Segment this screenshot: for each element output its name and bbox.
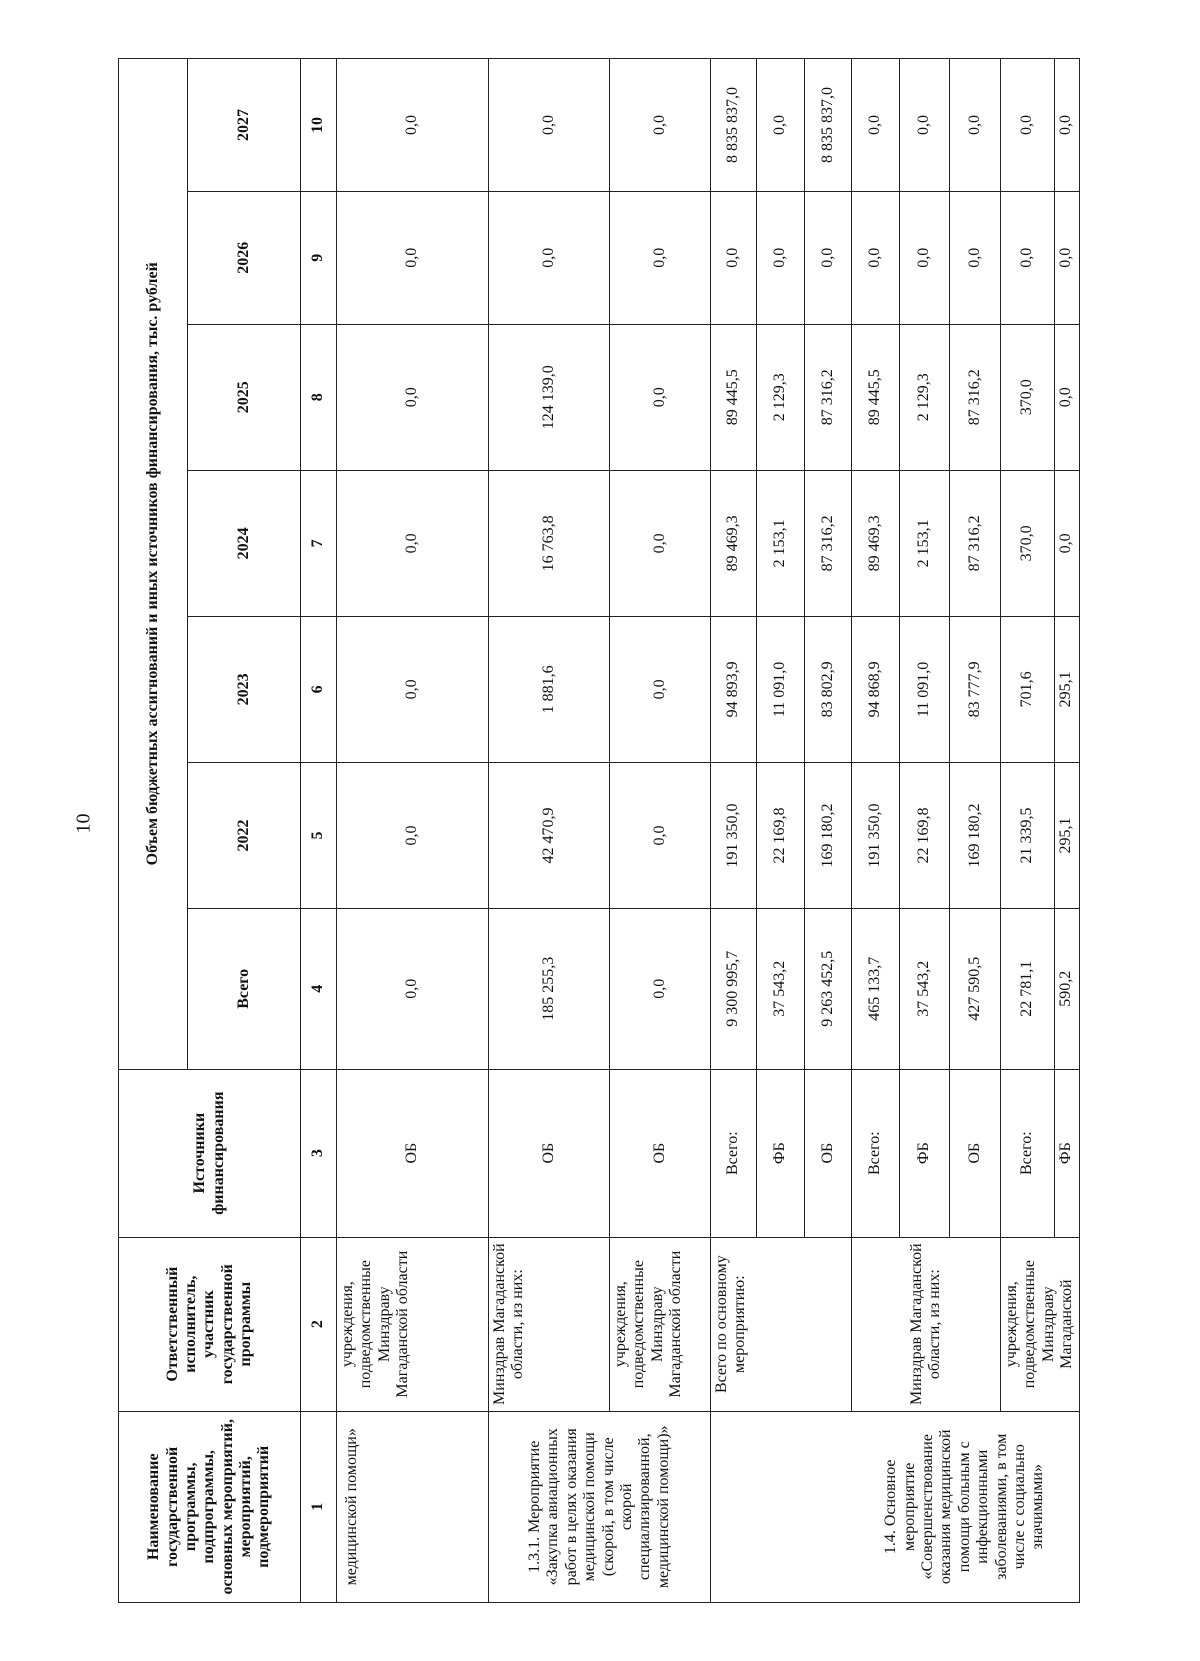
value-cell: 370,0: [1001, 470, 1055, 616]
value-cell: 87 316,2: [805, 324, 852, 470]
column-number: 3: [301, 1069, 337, 1237]
value-cell: 0,0: [852, 191, 900, 324]
value-cell: 0,0: [337, 324, 489, 470]
col3-header: Источники финансирования: [119, 1069, 301, 1237]
value-cell: 0,0: [337, 59, 489, 192]
source-cell: ОБ: [950, 1069, 1001, 1237]
column-number: 8: [301, 324, 337, 470]
value-cell: 0,0: [805, 191, 852, 324]
value-cell: 0,0: [489, 59, 610, 192]
value-cell: 21 339,5: [1001, 762, 1055, 908]
col2-header: Ответственный исполнитель, участник государственной программы: [119, 1237, 301, 1411]
value-cell: 37 543,2: [757, 909, 805, 1069]
column-number: 6: [301, 616, 337, 762]
col1-header: Наименование государственной программы, подпрограммы, основных мероприятий, мероприятий, подмероприятий: [119, 1411, 301, 1602]
value-cell: 0,0: [610, 762, 711, 908]
table-row: [1001, 59, 1055, 1603]
table-row: [711, 59, 757, 1603]
value-cell: 22 169,8: [900, 762, 950, 908]
value-cell: 22 169,8: [757, 762, 805, 908]
value-cell: 0,0: [900, 191, 950, 324]
year-header: 2024: [188, 470, 301, 616]
value-cell: 89 445,5: [711, 324, 757, 470]
column-number: 9: [301, 191, 337, 324]
year-header: 2023: [188, 616, 301, 762]
year-header: 2025: [188, 324, 301, 470]
table-row: [337, 59, 489, 1603]
source-cell: ОБ: [610, 1069, 711, 1237]
value-cell: 9 300 995,7: [711, 909, 757, 1069]
table-row: [610, 59, 711, 1603]
source-cell: Всего:: [1001, 1069, 1055, 1237]
source-cell: Всего:: [711, 1069, 757, 1237]
value-cell: 94 893,9: [711, 616, 757, 762]
value-cell: 185 255,3: [489, 909, 610, 1069]
value-cell: 2 153,1: [900, 470, 950, 616]
column-number: 4: [301, 909, 337, 1069]
total-header: Всего: [188, 909, 301, 1069]
value-cell: 295,1: [1054, 762, 1079, 908]
value-cell: 0,0: [1054, 59, 1079, 192]
table-row: [852, 59, 900, 1603]
value-cell: 0,0: [610, 470, 711, 616]
value-cell: 0,0: [711, 191, 757, 324]
column-number: 10: [301, 59, 337, 192]
value-cell: 465 133,7: [852, 909, 900, 1069]
value-cell: 37 543,2: [900, 909, 950, 1069]
source-cell: ФБ: [900, 1069, 950, 1237]
program-name-cell: 1.3.1. Мероприятие «Закупка авиационных работ в целях оказания медицинской помощи (скорой, в том числе скорой специализированной, медицинской помощи)»: [489, 1411, 711, 1602]
value-cell: 87 316,2: [805, 470, 852, 616]
value-cell: 0,0: [337, 909, 489, 1069]
value-cell: 0,0: [1054, 470, 1079, 616]
value-cell: 0,0: [610, 616, 711, 762]
value-cell: 0,0: [852, 59, 900, 192]
value-cell: 22 781,1: [1001, 909, 1055, 1069]
value-cell: 0,0: [950, 59, 1001, 192]
value-cell: 0,0: [610, 59, 711, 192]
value-cell: 83 802,9: [805, 616, 852, 762]
header-row-1: [119, 59, 188, 1603]
financing-group-header: Объем бюджетных ассигнований и иных источников финансирования, тыс. рублей: [119, 59, 188, 1070]
value-cell: 89 445,5: [852, 324, 900, 470]
value-cell: 9 263 452,5: [805, 909, 852, 1069]
table-row: [489, 59, 610, 1603]
year-header: 2022: [188, 762, 301, 908]
value-cell: 0,0: [1001, 59, 1055, 192]
column-number: 7: [301, 470, 337, 616]
executor-cell: Минздрав Магаданской области, из них:: [489, 1237, 610, 1411]
column-number: 1: [301, 1411, 337, 1602]
executor-cell: Минздрав Магаданской области, из них:: [852, 1237, 1001, 1411]
value-cell: 0,0: [757, 59, 805, 192]
source-cell: ФБ: [1054, 1069, 1079, 1237]
source-cell: Всего:: [852, 1069, 900, 1237]
value-cell: 191 350,0: [852, 762, 900, 908]
value-cell: 0,0: [757, 191, 805, 324]
program-name-cell: медицинской помощи»: [337, 1411, 489, 1602]
value-cell: 8 835 837,0: [711, 59, 757, 192]
source-cell: ОБ: [805, 1069, 852, 1237]
value-cell: 83 777,9: [950, 616, 1001, 762]
value-cell: 2 129,3: [900, 324, 950, 470]
value-cell: 124 139,0: [489, 324, 610, 470]
source-cell: ОБ: [337, 1069, 489, 1237]
value-cell: 0,0: [337, 762, 489, 908]
source-cell: ФБ: [757, 1069, 805, 1237]
column-number-row: [301, 59, 337, 1603]
value-cell: 8 835 837,0: [805, 59, 852, 192]
value-cell: 0,0: [1054, 324, 1079, 470]
value-cell: 87 316,2: [950, 470, 1001, 616]
value-cell: 0,0: [1054, 191, 1079, 324]
value-cell: 16 763,8: [489, 470, 610, 616]
value-cell: 169 180,2: [950, 762, 1001, 908]
value-cell: 11 091,0: [900, 616, 950, 762]
rotated-page: [118, 58, 1076, 1603]
value-cell: 701,6: [1001, 616, 1055, 762]
value-cell: 0,0: [900, 59, 950, 192]
value-cell: 1 881,6: [489, 616, 610, 762]
program-name-cell: [711, 1411, 852, 1602]
year-header: 2026: [188, 191, 301, 324]
program-name-cell: 1.4. Основное мероприятие «Совершенствование оказания медицинской помощи больным с инфекционными заболеваниями, в том числе с социально значимыми»: [852, 1411, 1080, 1602]
value-cell: 0,0: [610, 909, 711, 1069]
year-header: 2027: [188, 59, 301, 192]
value-cell: 94 868,9: [852, 616, 900, 762]
source-cell: ОБ: [489, 1069, 610, 1237]
value-cell: 191 350,0: [711, 762, 757, 908]
value-cell: 87 316,2: [950, 324, 1001, 470]
value-cell: 0,0: [950, 191, 1001, 324]
page-number: 10: [72, 813, 95, 834]
value-cell: 0,0: [489, 191, 610, 324]
value-cell: 11 091,0: [757, 616, 805, 762]
value-cell: 169 180,2: [805, 762, 852, 908]
column-number: 2: [301, 1237, 337, 1411]
value-cell: 0,0: [610, 191, 711, 324]
value-cell: 427 590,5: [950, 909, 1001, 1069]
value-cell: 590,2: [1054, 909, 1079, 1069]
executor-cell: учреждения, подведомственные Минздраву Магаданской области: [337, 1237, 489, 1411]
value-cell: 370,0: [1001, 324, 1055, 470]
executor-cell: учреждения, подведомственные Минздраву Магаданской: [1001, 1237, 1080, 1411]
executor-cell: Всего по основному мероприятию:: [711, 1237, 852, 1411]
value-cell: 89 469,3: [711, 470, 757, 616]
value-cell: 0,0: [337, 616, 489, 762]
value-cell: 2 129,3: [757, 324, 805, 470]
value-cell: 89 469,3: [852, 470, 900, 616]
value-cell: 0,0: [337, 191, 489, 324]
column-number: 5: [301, 762, 337, 908]
value-cell: 0,0: [610, 324, 711, 470]
value-cell: 295,1: [1054, 616, 1079, 762]
value-cell: 42 470,9: [489, 762, 610, 908]
executor-cell: учреждения, подведомственные Минздраву Магаданской области: [610, 1237, 711, 1411]
value-cell: 0,0: [1001, 191, 1055, 324]
value-cell: 0,0: [337, 470, 489, 616]
value-cell: 2 153,1: [757, 470, 805, 616]
financing-table: [118, 58, 1080, 1603]
